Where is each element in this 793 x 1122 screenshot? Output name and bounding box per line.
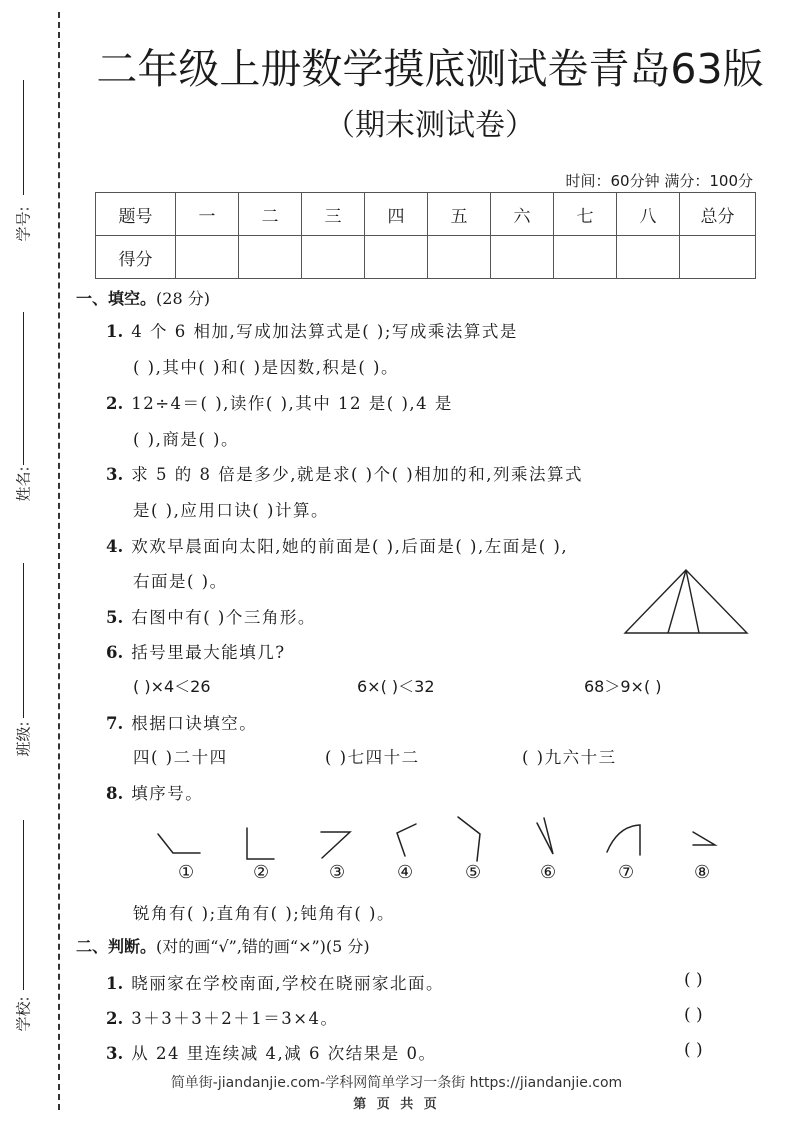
judge-answer-3[interactable]: ( ) bbox=[684, 1040, 703, 1060]
score-cell[interactable] bbox=[428, 236, 491, 279]
score-cell[interactable] bbox=[617, 236, 680, 279]
question-1 bbox=[106, 318, 518, 342]
score-cell[interactable] bbox=[365, 236, 428, 279]
angle-label-5: ⑤ bbox=[465, 862, 482, 883]
question-number: 7. bbox=[106, 714, 124, 733]
table-header-cell: 四 bbox=[365, 193, 428, 236]
judge-item-3 bbox=[106, 1040, 436, 1064]
q7-item-2: ( )七四十二 bbox=[325, 748, 420, 767]
question-text: 括号里最大能填几? bbox=[131, 643, 286, 662]
q6-item-2: 6×( )＜32 bbox=[357, 677, 435, 696]
question-text: 根据口诀填空。 bbox=[131, 714, 258, 733]
student-name-line[interactable] bbox=[23, 312, 24, 465]
judge-item-2 bbox=[106, 1005, 339, 1029]
question-number: 3. bbox=[106, 465, 124, 484]
question-number: 6. bbox=[106, 643, 124, 662]
angle-shape-8 bbox=[693, 832, 715, 845]
score-cell[interactable] bbox=[176, 236, 239, 279]
triangle-figure bbox=[620, 564, 752, 640]
footer-watermark: 简单街-jiandanjie.com-学科网简单学习一条街 https://jiandanjie.com bbox=[170, 1075, 623, 1091]
table-header-cell: 六 bbox=[491, 193, 554, 236]
score-cell[interactable] bbox=[554, 236, 617, 279]
angle-label-6: ⑥ bbox=[540, 862, 557, 883]
question-text: 欢欢早晨面向太阳,她的前面是( ),后面是( ),左面是( ), bbox=[131, 537, 569, 556]
class-label: 班级: bbox=[14, 721, 33, 757]
score-table-score-row bbox=[96, 236, 756, 279]
question-text: 求 5 的 8 倍是多少,就是求( )个( )相加的和,列乘法算式 bbox=[131, 465, 583, 484]
question-4-line2: 右面是( )。 bbox=[133, 572, 228, 591]
table-header-cell: 三 bbox=[302, 193, 365, 236]
score-table-header-row bbox=[96, 193, 756, 236]
question-2 bbox=[106, 390, 453, 414]
angle-label-7: ⑦ bbox=[618, 862, 635, 883]
angle-label-8: ⑧ bbox=[694, 862, 711, 883]
score-cell[interactable] bbox=[680, 236, 756, 279]
score-row-label: 得分 bbox=[96, 236, 176, 279]
angle-shape-2 bbox=[247, 828, 274, 859]
angle-shape-4 bbox=[397, 824, 416, 856]
student-id-label: 学号: bbox=[14, 206, 33, 242]
table-header-cell: 七 bbox=[554, 193, 617, 236]
table-header-cell: 一 bbox=[176, 193, 239, 236]
table-header-cell: 八 bbox=[617, 193, 680, 236]
section1-points: (28 分) bbox=[156, 289, 210, 308]
section1-heading bbox=[76, 286, 210, 309]
question-2-line2: ( ),商是( )。 bbox=[133, 430, 239, 449]
q6-item-1: ( )×4＜26 bbox=[133, 677, 211, 696]
judge-answer-1[interactable]: ( ) bbox=[684, 970, 703, 990]
section2-heading bbox=[76, 934, 370, 957]
footer-page-number: 第 页 共 页 bbox=[353, 1097, 440, 1112]
question-number: 8. bbox=[106, 784, 124, 803]
question-number: 1. bbox=[106, 322, 124, 341]
question-text: 3＋3＋3＋2＋1＝3×4。 bbox=[131, 1009, 339, 1028]
section1-title: 一、填空。 bbox=[76, 289, 157, 308]
question-5 bbox=[106, 604, 316, 628]
angle-figures bbox=[140, 810, 740, 870]
question-number: 2. bbox=[106, 1009, 124, 1028]
angle-shape-1 bbox=[158, 834, 200, 853]
angle-shape-3 bbox=[321, 832, 350, 858]
question-3-line2: 是( ),应用口诀( )计算。 bbox=[133, 501, 329, 520]
question-3 bbox=[106, 461, 583, 485]
question-4 bbox=[106, 533, 568, 557]
question-8 bbox=[106, 780, 203, 804]
question-number: 5. bbox=[106, 608, 124, 627]
angle-label-1: ① bbox=[178, 862, 195, 883]
score-cell[interactable] bbox=[491, 236, 554, 279]
table-header-cell: 总分 bbox=[680, 193, 756, 236]
school-line[interactable] bbox=[23, 820, 24, 990]
question-6 bbox=[106, 639, 286, 663]
angle-shape-5 bbox=[458, 817, 480, 861]
score-cell[interactable] bbox=[302, 236, 365, 279]
angle-label-3: ③ bbox=[329, 862, 346, 883]
angle-shape-6 bbox=[537, 818, 553, 854]
section2-title: 二、判断。 bbox=[76, 937, 157, 956]
question-number: 2. bbox=[106, 394, 124, 413]
question-text: 填序号。 bbox=[131, 784, 204, 803]
page-subtitle: （期末测试卷） bbox=[325, 108, 535, 143]
question-text: 从 24 里连续减 4,减 6 次结果是 0。 bbox=[131, 1044, 437, 1063]
question-1-line2: ( ),其中( )和( )是因数,积是( )。 bbox=[133, 358, 399, 377]
angle-label-2: ② bbox=[253, 862, 270, 883]
page-title: 二年级上册数学摸底测试卷青岛63版 bbox=[96, 45, 764, 93]
question-text: 12÷4＝( ),读作( ),其中 12 是( ),4 是 bbox=[131, 394, 453, 413]
table-header-cell: 题号 bbox=[96, 193, 176, 236]
score-cell[interactable] bbox=[239, 236, 302, 279]
question-number: 1. bbox=[106, 974, 124, 993]
question-text: 4 个 6 相加,写成加法算式是( );写成乘法算式是 bbox=[131, 322, 518, 341]
class-line[interactable] bbox=[23, 563, 24, 718]
student-name-label: 姓名: bbox=[14, 466, 33, 502]
table-header-cell: 二 bbox=[239, 193, 302, 236]
binding-dashed-line bbox=[58, 12, 60, 1110]
judge-answer-2[interactable]: ( ) bbox=[684, 1005, 703, 1025]
judge-item-1 bbox=[106, 970, 444, 994]
q6-item-3: 68＞9×( ) bbox=[584, 677, 662, 696]
table-header-cell: 五 bbox=[428, 193, 491, 236]
q7-item-3: ( )九六十三 bbox=[522, 748, 617, 767]
school-label: 学校: bbox=[14, 996, 33, 1032]
score-table bbox=[95, 192, 756, 279]
q8-answer-line: 锐角有( );直角有( );钝角有( )。 bbox=[133, 904, 395, 923]
question-number: 4. bbox=[106, 537, 124, 556]
question-text: 晓丽家在学校南面,学校在晓丽家北面。 bbox=[131, 974, 444, 993]
angle-shape-7 bbox=[607, 825, 640, 855]
student-id-line[interactable] bbox=[23, 80, 24, 195]
section2-instructions: (对的画“√”,错的画“×”)(5 分) bbox=[156, 937, 370, 956]
question-7 bbox=[106, 710, 257, 734]
question-text: 右图中有( )个三角形。 bbox=[131, 608, 316, 627]
q7-item-1: 四( )二十四 bbox=[133, 748, 228, 767]
question-number: 3. bbox=[106, 1044, 124, 1063]
angle-label-4: ④ bbox=[397, 862, 414, 883]
exam-meta: 时间：60分钟 满分：100分 bbox=[565, 172, 753, 190]
